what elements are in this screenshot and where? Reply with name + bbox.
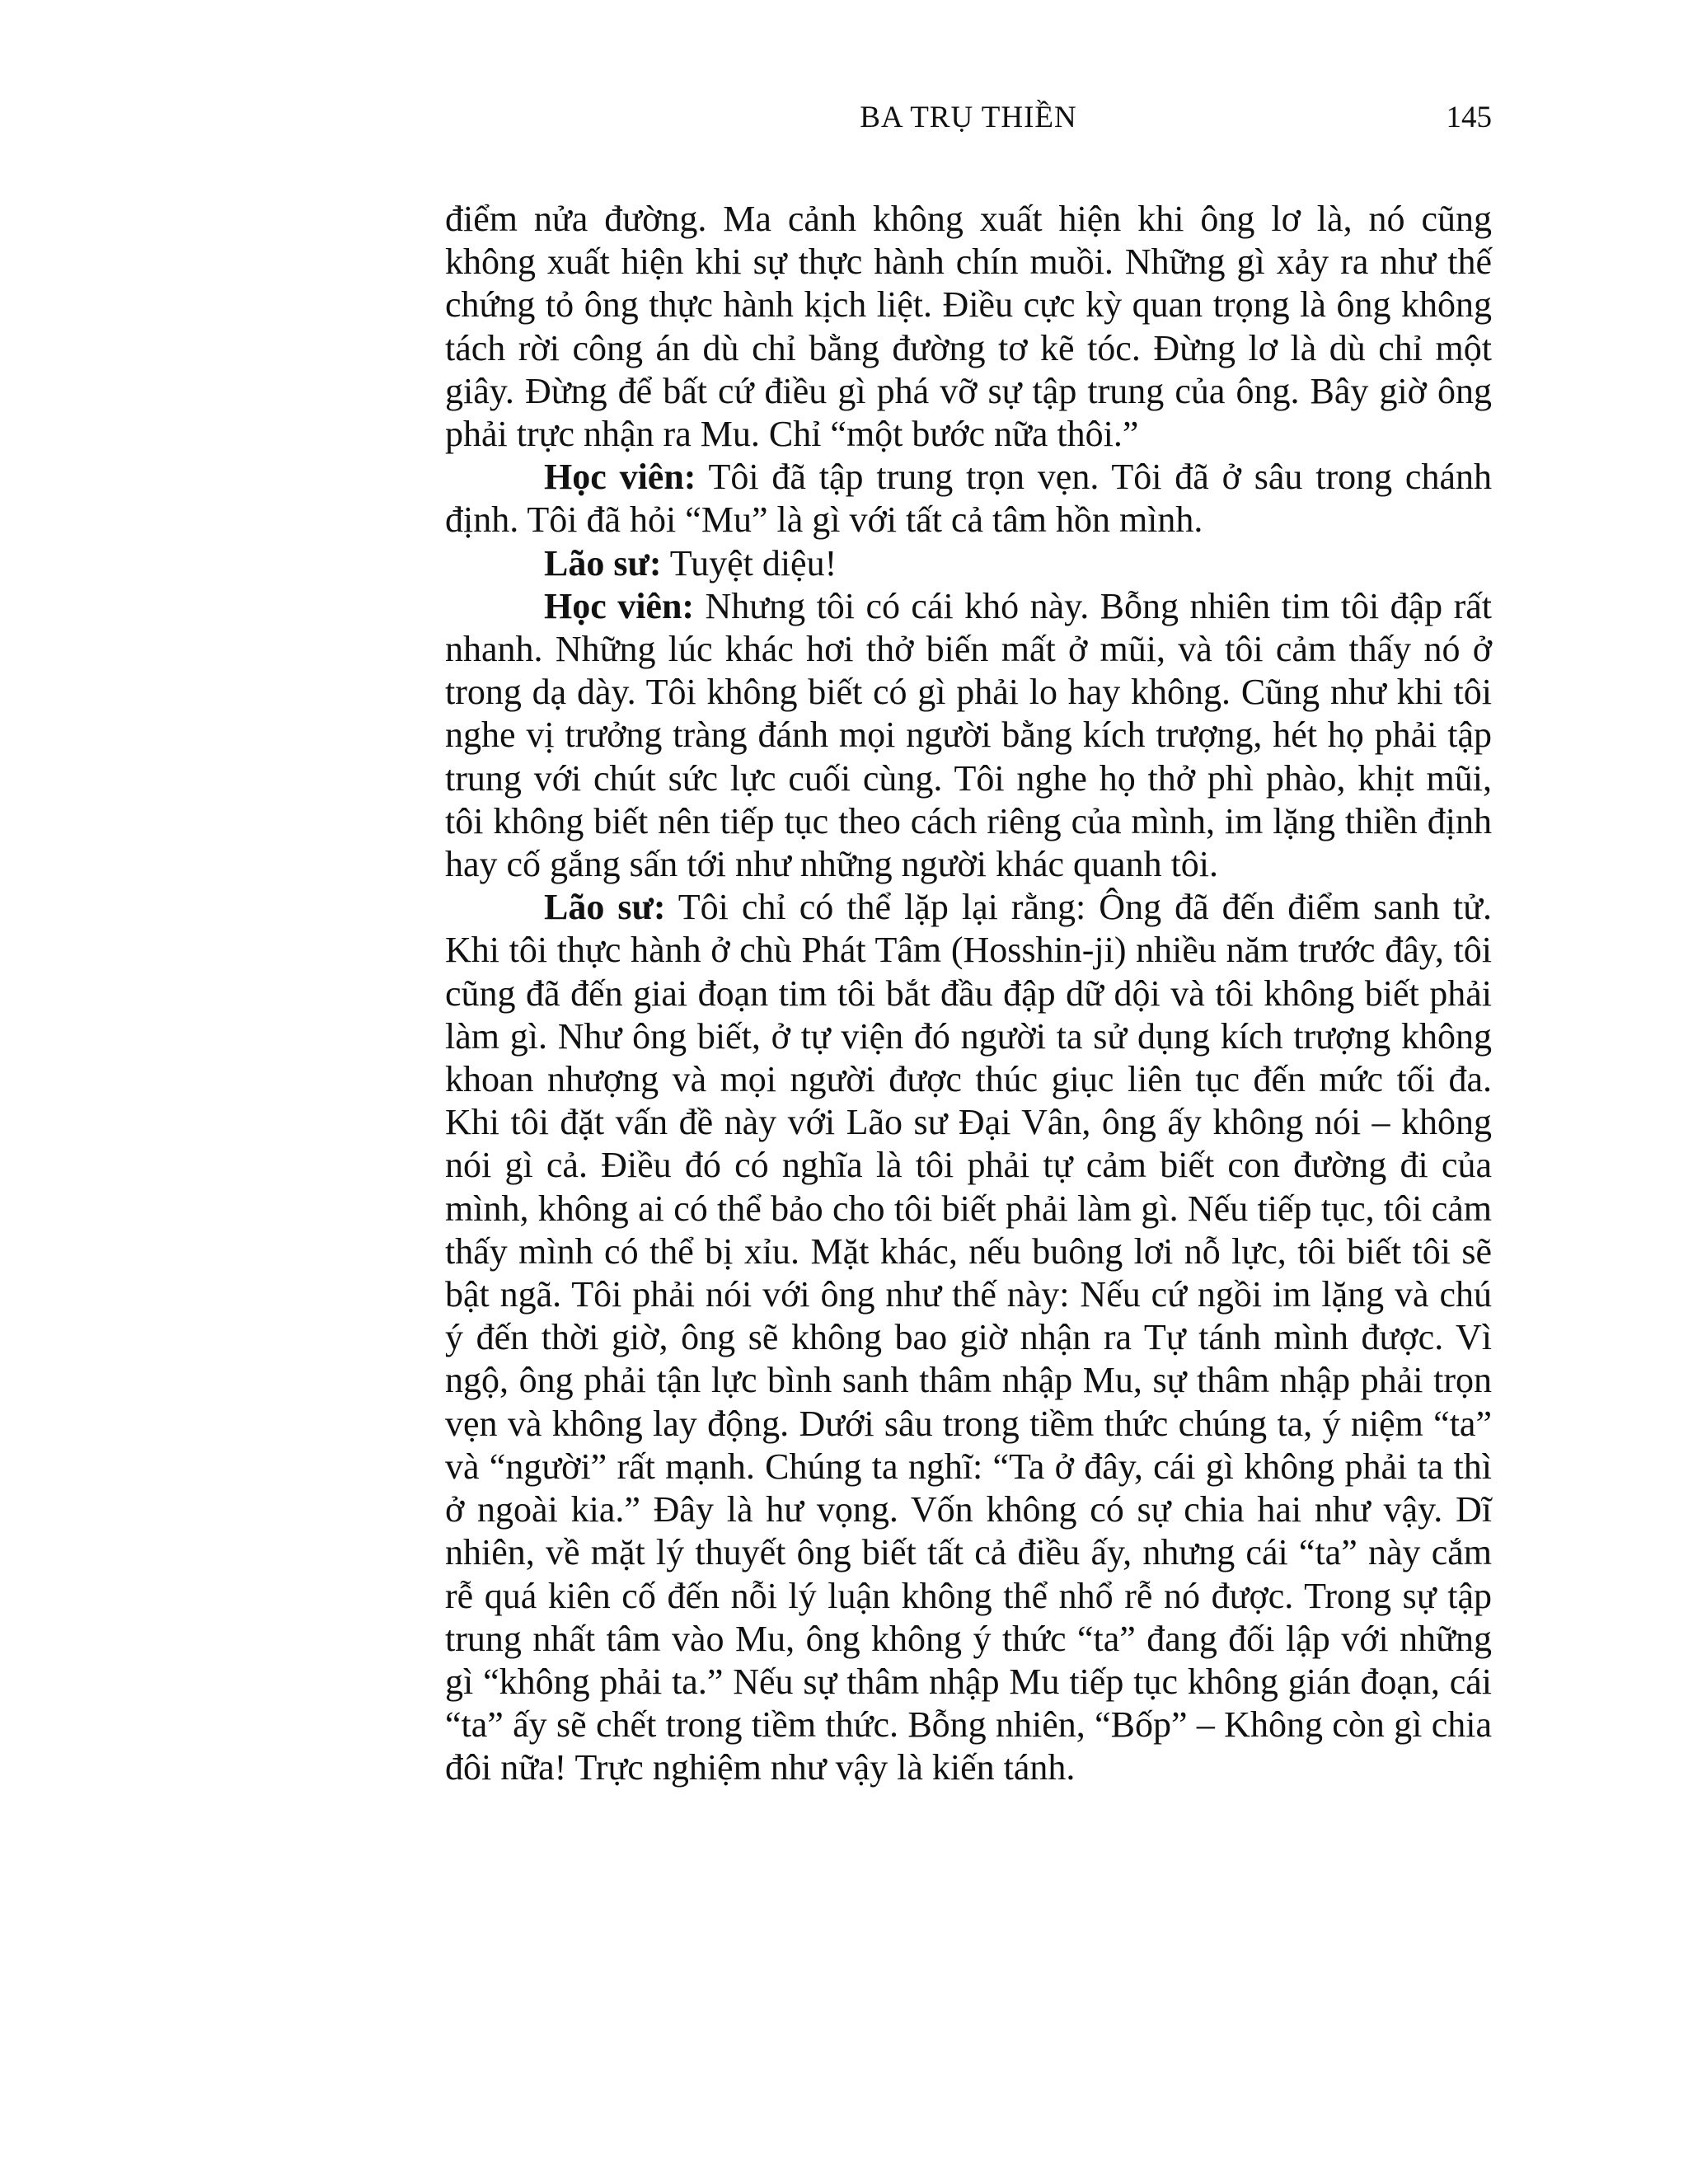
paragraph-student bbox=[445, 456, 1492, 541]
body-text bbox=[445, 198, 1492, 1790]
paragraph-master bbox=[445, 886, 1492, 1789]
paragraph-student bbox=[445, 585, 1492, 886]
speaker-label: Học viên: bbox=[544, 585, 695, 626]
speaker-label: Lão sư: bbox=[544, 887, 666, 928]
paragraph-text: Nhưng tôi có cái khó này. Bỗng nhiên tim tôi đập rất nhanh. Những lúc khác hơi thở biến mất ở mũi, và tôi cảm thấy nó ở trong dạ dày. Tôi không biết có gì phải lo hay không. Cũng như khi tôi nghe vị trưởng tràng đánh mọi người bằng kích trượng, hét họ phải tập trung với chút sức lực cuối cùng. Tôi nghe họ thở phì phào, khịt mũi, tôi không biết nên tiếp tục theo cách riêng của mình, im lặng thiền định hay cố gắng sấn tới như những người khác quanh tôi. bbox=[445, 585, 1493, 885]
paragraph-master bbox=[445, 542, 1492, 585]
speaker-label: Học viên: bbox=[544, 457, 696, 498]
paragraph-text: Tôi đã tập trung trọn vẹn. Tôi đã ở sâu trong chánh định. Tôi đã hỏi “Mu” là gì với tất cả tâm hồn mình. bbox=[445, 457, 1492, 541]
page-number: 145 bbox=[1446, 101, 1492, 134]
paragraph-continuation bbox=[445, 198, 1492, 456]
running-title: BA TRỤ THIỀN bbox=[860, 101, 1077, 134]
paragraph-text: điểm nửa đường. Ma cảnh không xuất hiện khi ông lơ là, nó cũng không xuất hiện khi sự thực hành chín muồi. Những gì xảy ra như thế chứng tỏ ông thực hành kịch liệt. Điều cực kỳ quan trọng là ông không tách rời công án dù chỉ bằng đường tơ kẽ tóc. Đừng lơ là dù chỉ một giây. Đừng để bất cứ điều gì phá vỡ sự tập trung của ông. Bây giờ ông phải trực nhận ra Mu. Chỉ “một bước nữa thôi.” bbox=[445, 199, 1492, 455]
running-head bbox=[445, 97, 1492, 138]
speaker-label: Lão sư: bbox=[544, 542, 662, 583]
paragraph-text: Tuyệt diệu! bbox=[661, 542, 837, 583]
paragraph-text: Tôi chỉ có thể lặp lại rằng: Ông đã đến điểm sanh tử. Khi tôi thực hành ở chù Phát Tâm (Hosshin-ji) nhiều năm trước đây, tôi cũng đã đến giai đoạn tim tôi bắt đầu đập dữ dội và tôi không biết phải làm gì. Như ông biết, ở tự viện đó người ta sử dụng kích trượng không khoan nhượng và mọi người được thúc giục liên tục đến mức tối đa. Khi tôi đặt vấn đề này với Lão sư Đại Vân, ông ấy không nói – không nói gì cả. Điều đó có nghĩa là tôi phải tự cảm biết con đường đi của mình, không ai có thể bảo cho tôi biết phải làm gì. Nếu tiếp tục, tôi cảm thấy mình có thể bị xỉu. Mặt khác, nếu buông lơi nỗ lực, tôi biết tôi sẽ bật ngã. Tôi phải nói với ông như thế này: Nếu cứ ngồi im lặng và chú ý đến thời giờ, ông sẽ không bao giờ nhận ra Tự tánh mình được. Vì ngộ, ông phải tận lực bình sanh thâm nhập Mu, sự thâm nhập phải trọn vẹn và không lay động. Dưới sâu trong tiềm thức chúng ta, ý niệm “ta” và “người” rất mạnh. Chúng ta nghĩ: “Ta ở đây, cái gì không phải ta thì ở ngoài kia.” Đây là hư vọng. Vốn không có sự chia hai như vậy. Dĩ nhiên, về mặt lý thuyết ông biết tất cả điều ấy, nhưng cái “ta” này cắm rễ quá kiên cố đến nỗi lý luận không thể nhổ rễ nó được. Trong sự tập trung nhất tâm vào Mu, ông không ý thức “ta” đang đối lập với những gì “không phải ta.” Nếu sự thâm nhập Mu tiếp tục không gián đoạn, cái “ta” ấy sẽ chết trong tiềm thức. Bỗng nhiên, “Bốp” – Không còn gì chia đôi nữa! Trực nghiệm như vậy là kiến tánh. bbox=[445, 887, 1492, 1788]
